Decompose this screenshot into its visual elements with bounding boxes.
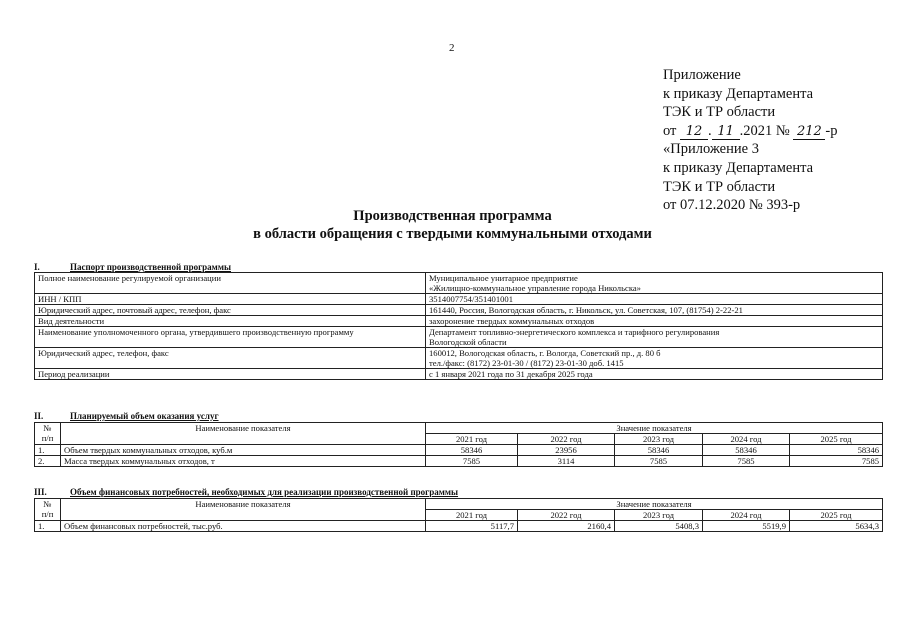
table-row (35, 456, 883, 467)
table-row (35, 445, 883, 456)
passport-label: Вид деятельности (35, 316, 426, 327)
row-value: 7585 (615, 456, 703, 467)
section-title: Планируемый объем оказания услуг (70, 411, 219, 421)
column-header-name: Наименование показателя (61, 499, 426, 521)
column-header-number: № п/п (35, 423, 61, 445)
appendix-line: Приложение (663, 67, 741, 83)
row-value: 5117,7 (426, 521, 518, 532)
row-value: 5634,3 (790, 521, 883, 532)
passport-label: Полное наименование регулируемой организации (35, 273, 426, 294)
year-header: 2024 год (703, 434, 790, 445)
passport-label: Юридический адрес, телефон, факс (35, 348, 426, 369)
row-number: 1. (35, 445, 61, 456)
row-value: 7585 (703, 456, 790, 467)
column-header-number: № п/п (35, 499, 61, 521)
section-number: III. (34, 487, 47, 497)
passport-value: Муниципальное унитарное предприятие «Жилищно-коммунальное управление города Никольска» (426, 273, 883, 294)
table-row (35, 369, 883, 380)
passport-value: 3514007754/351401001 (426, 294, 883, 305)
table-header-row (35, 423, 883, 434)
passport-label: Период реализации (35, 369, 426, 380)
row-number: 2. (35, 456, 61, 467)
section-2-heading (34, 411, 219, 421)
date-prefix: от (663, 122, 677, 139)
table-row (35, 316, 883, 327)
page-number: 2 (449, 42, 455, 54)
appendix-line: ТЭК и ТР области (663, 104, 776, 121)
row-value: 58346 (426, 445, 518, 456)
section-title: Паспорт производственной программы (70, 262, 231, 272)
passport-value: 160012, Вологодская область, г. Вологда, Советский пр., д. 80 б тел./факс: (8172) 23-01-30 / (8172) 23-01-30 доб. 1415 (426, 348, 883, 369)
column-header-value: Значение показателя (426, 499, 883, 510)
row-value: 2160,4 (518, 521, 615, 532)
handwritten-order-number: 212 (793, 125, 825, 140)
section-3-heading (34, 487, 458, 497)
order-suffix: -р (825, 122, 838, 139)
passport-table (34, 272, 883, 380)
year-header: 2021 год (426, 510, 518, 521)
appendix-line: ТЭК и ТР области (663, 178, 776, 195)
appendix-line: от 07.12.2020 № 393-р (663, 197, 801, 214)
handwritten-day: 12 (680, 125, 708, 140)
table-row (35, 305, 883, 316)
table-header-row (35, 499, 883, 510)
year-header: 2022 год (518, 434, 615, 445)
passport-label: ИНН / КПП (35, 294, 426, 305)
date-separator: . (708, 122, 712, 139)
handwritten-month: 11 (712, 125, 740, 140)
section-1-heading (34, 262, 231, 272)
section-number: I. (34, 262, 40, 272)
row-value: 58346 (615, 445, 703, 456)
passport-value: захоронение твердых коммунальных отходов (426, 316, 883, 327)
row-name: Объем финансовых потребностей, тыс.руб. (61, 521, 426, 532)
passport-value: с 1 января 2021 года по 31 декабря 2025 года (426, 369, 883, 380)
appendix-line: к приказу Департамента (663, 85, 814, 102)
row-name: Объем твердых коммунальных отходов, куб.м (61, 445, 426, 456)
table-row (35, 294, 883, 305)
appendix-block (663, 66, 837, 215)
year-header: 2023 год (615, 510, 703, 521)
passport-value: 161440, Россия, Вологодская область, г. Никольск, ул. Советская, 107, (81754) 2-22-21 (426, 305, 883, 316)
table-row (35, 348, 883, 369)
row-value: 23956 (518, 445, 615, 456)
passport-value: Департамент топливно-энергетического комплекса и тарифного регулирования Вологодской области (426, 327, 883, 348)
table-row (35, 521, 883, 532)
year-header: 2025 год (790, 434, 883, 445)
row-number: 1. (35, 521, 61, 532)
row-value: 5519,9 (703, 521, 790, 532)
year-header: 2022 год (518, 510, 615, 521)
table-row (35, 273, 883, 294)
table-row (35, 327, 883, 348)
section-title: Объем финансовых потребностей, необходимых для реализации производственной программы (70, 487, 459, 497)
row-value: 5408,3 (615, 521, 703, 532)
date-year: .2021 № (739, 122, 790, 139)
year-header: 2021 год (426, 434, 518, 445)
row-value: 58346 (703, 445, 790, 456)
financial-needs-table (34, 498, 883, 532)
row-name: Масса твердых коммунальных отходов, т (61, 456, 426, 467)
document-title: Производственная программа (353, 208, 552, 224)
row-value: 7585 (790, 456, 883, 467)
row-value: 58346 (790, 445, 883, 456)
row-value: 3114 (518, 456, 615, 467)
column-header-name: Наименование показателя (61, 423, 426, 445)
passport-label: Юридический адрес, почтовый адрес, телефон, факс (35, 305, 426, 316)
row-value: 7585 (426, 456, 518, 467)
year-header: 2025 год (790, 510, 883, 521)
section-number: II. (34, 411, 44, 421)
passport-label: Наименование уполномоченного органа, утвердившего производственную программу (35, 327, 426, 348)
column-header-value: Значение показателя (426, 423, 883, 434)
document-subtitle: в области обращения с твердыми коммунальными отходами (253, 226, 652, 242)
year-header: 2024 год (703, 510, 790, 521)
appendix-date-line (663, 122, 837, 141)
appendix-line: к приказу Департамента (663, 159, 814, 176)
year-header: 2023 год (615, 434, 703, 445)
appendix-line: «Приложение 3 (663, 141, 759, 158)
services-volume-table (34, 422, 883, 467)
